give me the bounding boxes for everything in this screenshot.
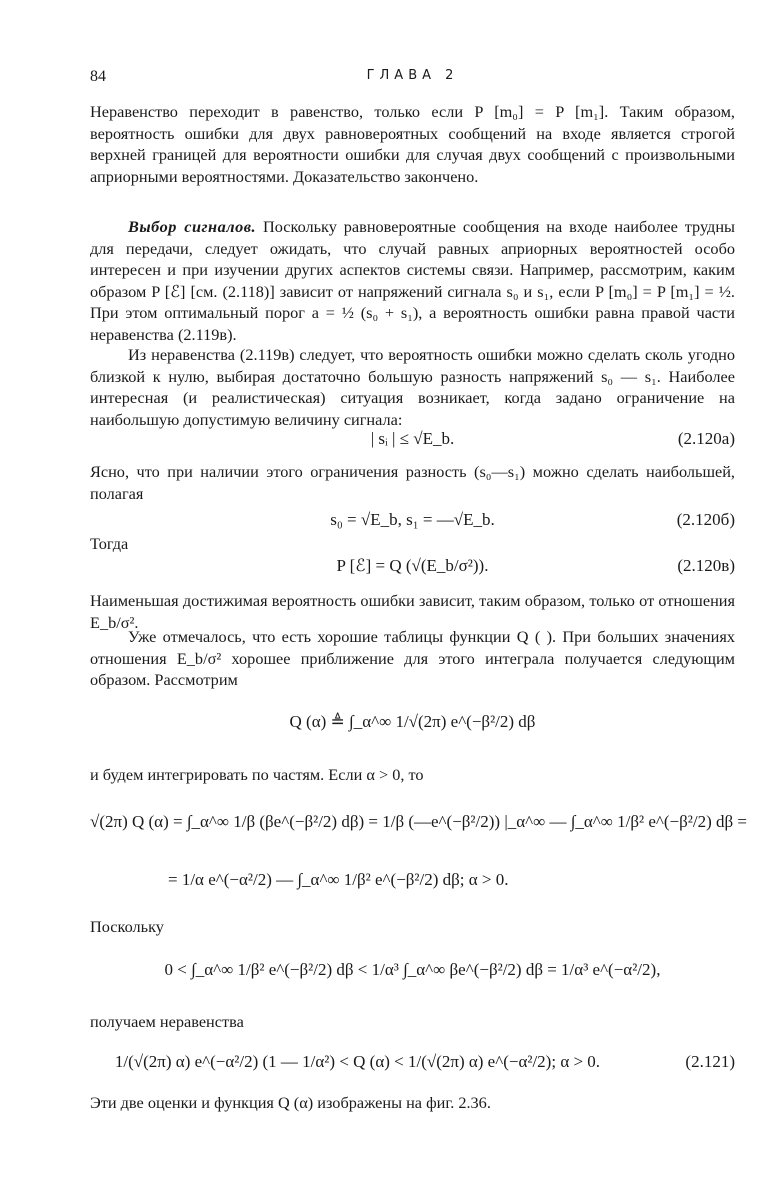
paragraph-1: Неравенство переходит в равенство, только если P [m₀] = P [m₁]. Таким образом, вероятность ошибки для двух равновероятных сообщений на входе является строгой верхней границей для вероятности ошибки для случая двух сообщений с произвольными априорными вероятностями. Доказательство закончено. [90, 102, 735, 186]
paragraph-2-body: Поскольку равновероятные сообщения на входе наиболее трудны для передачи, следует ожидать, что случай равных априорных вероятностей особо интересен и при изучении других аспектов системы связи. Например, рассмотрим, каким образом P [ℰ] [см. (2.118)] зависит от напряжений сигнала s₀ и s₁, если P [m₀] = P [m₁] = ½. При этом оптимальный порог a = ½ (s₀ + s₁), а вероятность ошибки равна правой части неравенства (2.119в). [90, 217, 735, 344]
page-number: 84 [90, 68, 106, 85]
equation-2-120a-body: | sᵢ | ≤ √E_b. [370, 429, 455, 448]
paragraph-9: Поскольку [90, 917, 164, 936]
paragraph-11: Эти две оценки и функция Q (α) изображены на фиг. 2.36. [90, 1093, 491, 1112]
equation-2-120b-number: (2.120б) [676, 510, 735, 529]
equation-2-121-number: (2.121) [685, 1052, 735, 1071]
equation-integration-by-parts-2 [168, 870, 728, 890]
paragraph-3: Из неравенства (2.119в) следует, что вероятность ошибки можно сделать сколь угодно близкой к нулю, выбирая достаточно большую разность напряжений s₀ — s₁. Наиболее интересная (и реалистическая) ситуация возникает, когда задано ограничение на наибольшую допустимую величину сигнала: [90, 345, 735, 429]
equation-bound-body: 0 < ∫_α^∞ 1/β² e^(−β²/2) dβ < 1/α³ ∫_α^∞ βe^(−β²/2) dβ = 1/α³ e^(−α²/2), [164, 960, 661, 979]
paragraph-2 [90, 216, 735, 345]
equation-2-121-body: 1/(√(2π) α) e^(−α²/2) (1 — 1/α²) < Q (α) < 1/(√(2π) α) e^(−α²/2); α > 0. [114, 1052, 601, 1071]
equation-2-120b-body: s₀ = √E_b, s₁ = —√E_b. [330, 510, 495, 529]
paragraph-5: Тогда [90, 534, 129, 553]
equation-integration-by-parts-1 [90, 812, 747, 832]
paragraph-6: Наименьшая достижимая вероятность ошибки зависит, таким образом, только от отношения E_b/σ². [90, 591, 735, 632]
chapter-title: ГЛАВА 2 [366, 68, 459, 83]
page-header [90, 68, 735, 90]
equation-2-120v-number: (2.120в) [677, 556, 735, 575]
equation-integration-by-parts-1-body: √(2π) Q (α) = ∫_α^∞ 1/β (βe^(−β²/2) dβ) = 1/β (—e^(−β²/2)) |_α^∞ — ∫_α^∞ 1/β² e^(−β²/2) dβ = [90, 812, 747, 831]
paragraph-7: Уже отмечалось, что есть хорошие таблицы функции Q ( ). При больших значениях отношения E_b/σ² хорошее приближение для этого интеграла получается следующим образом. Рассмотрим [90, 627, 735, 689]
equation-q-definition-body: Q (α) ≜ ∫_α^∞ 1/√(2π) e^(−β²/2) dβ [289, 712, 536, 731]
section-heading-signal-choice: Выбор сигналов. [128, 217, 257, 236]
equation-2-120a-number: (2.120а) [677, 429, 735, 448]
paragraph-4: Ясно, что при наличии этого ограничения разность (s₀—s₁) можно сделать наибольшей, полагая [90, 462, 735, 503]
paragraph-10: получаем неравенства [90, 1012, 244, 1031]
paragraph-8: и будем интегрировать по частям. Если α > 0, то [90, 765, 424, 784]
equation-2-120v-body: P [ℰ] = Q (√(E_b/σ²)). [336, 556, 489, 575]
equation-integration-by-parts-2-body: = 1/α e^(−α²/2) — ∫_α^∞ 1/β² e^(−β²/2) dβ; α > 0. [168, 870, 509, 889]
